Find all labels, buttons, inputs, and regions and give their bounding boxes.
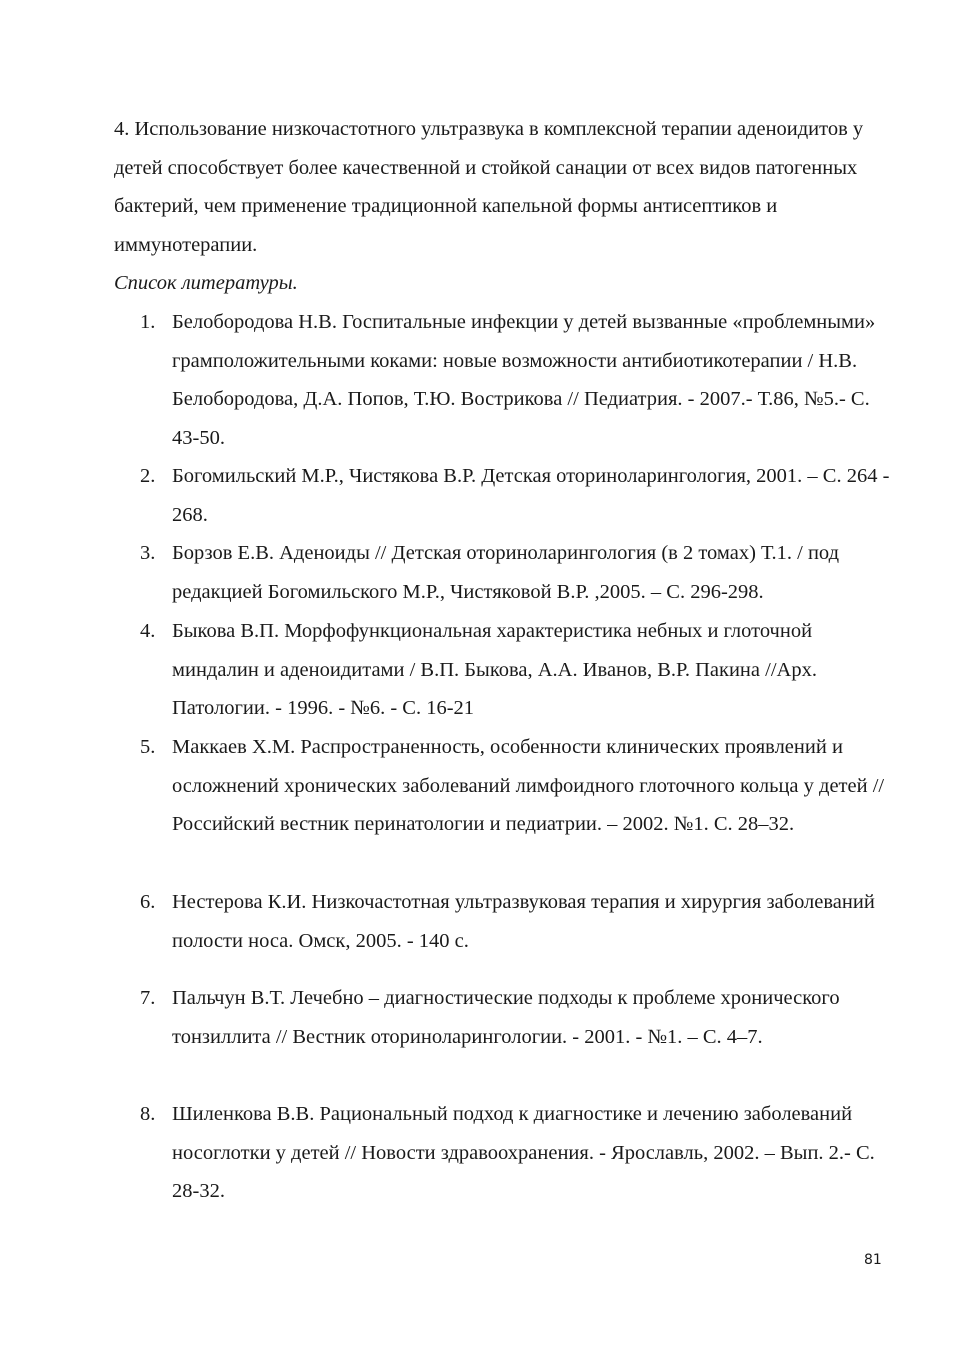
reference-item [140, 457, 892, 534]
reference-text: Шиленкова В.В. Рациональный подход к диагностике и лечению заболеваний носоглотки у детей // Новости здравоохранения. - Ярославль, 2002. – Вып. 2.- С. 28-32. [172, 1103, 875, 1202]
reference-number: 3. [140, 542, 156, 564]
reference-text: Борзов Е.В. Аденоиды // Детская оториноларингология (в 2 томах) Т.1. / под редакцией Богомильского М.Р., Чистяковой В.Р. ,2005. – С. 296-298. [172, 542, 840, 603]
reference-item [140, 303, 892, 457]
reference-item [140, 979, 892, 1056]
reference-item [140, 1095, 892, 1211]
reference-item [140, 534, 892, 611]
reference-number: 4. [140, 620, 156, 642]
references-heading: Список литературы. [114, 272, 298, 294]
reference-text: Нестерова К.И. Низкочастотная ультразвуковая терапия и хирургия заболеваний полости носа. Омск, 2005. - 140 с. [172, 891, 875, 952]
reference-text: Богомильский М.Р., Чистякова В.Р. Детская оториноларингология, 2001. – С. 264 - 268. [172, 465, 890, 526]
reference-item [140, 883, 892, 960]
reference-text: Быкова В.П. Морфофункциональная характеристика небных и глоточной миндалин и аденоидитами / В.П. Быкова, А.А. Иванов, В.Р. Пакина //Арх. Патологии. - 1996. - №6. - С. 16-21 [172, 620, 817, 719]
reference-number: 5. [140, 736, 156, 758]
reference-text: Пальчун В.Т. Лечебно – диагностические подходы к проблеме хронического тонзиллита // Вестник оториноларингологии. - 2001. - №1. – С. 4–7. [172, 987, 840, 1048]
reference-number: 1. [140, 311, 156, 333]
reference-item [140, 612, 892, 728]
reference-number: 8. [140, 1103, 156, 1125]
reference-item [140, 728, 892, 844]
reference-number: 7. [140, 987, 156, 1009]
reference-number: 6. [140, 891, 156, 913]
conclusion-paragraph: 4. Использование низкочастотного ультразвука в комплексной терапии аденоидитов у детей способствует более качественной и стойкой санации от всех видов патогенных бактерий, чем применение традиционной капельной формы антисептиков и иммунотерапии. [114, 118, 864, 256]
reference-text: Маккаев Х.М. Распространенность, особенности клинических проявлений и осложнений хронических заболеваний лимфоидного глоточного кольца у детей // Российский вестник перинатологии и педиатрии. – 2002. №1. С. 28–32. [172, 736, 885, 835]
page-number: 81 [864, 1252, 882, 1268]
reference-text: Белобородова Н.В. Госпитальные инфекции у детей вызванные «проблемными» грамположительными коками: новые возможности антибиотикотерапии / Н.В. Белобородова, Д.А. Попов, Т.Ю. Вострикова // Педиатрия. - 2007.- Т.86, №5.- С. 43-50. [172, 311, 876, 449]
reference-number: 2. [140, 465, 156, 487]
